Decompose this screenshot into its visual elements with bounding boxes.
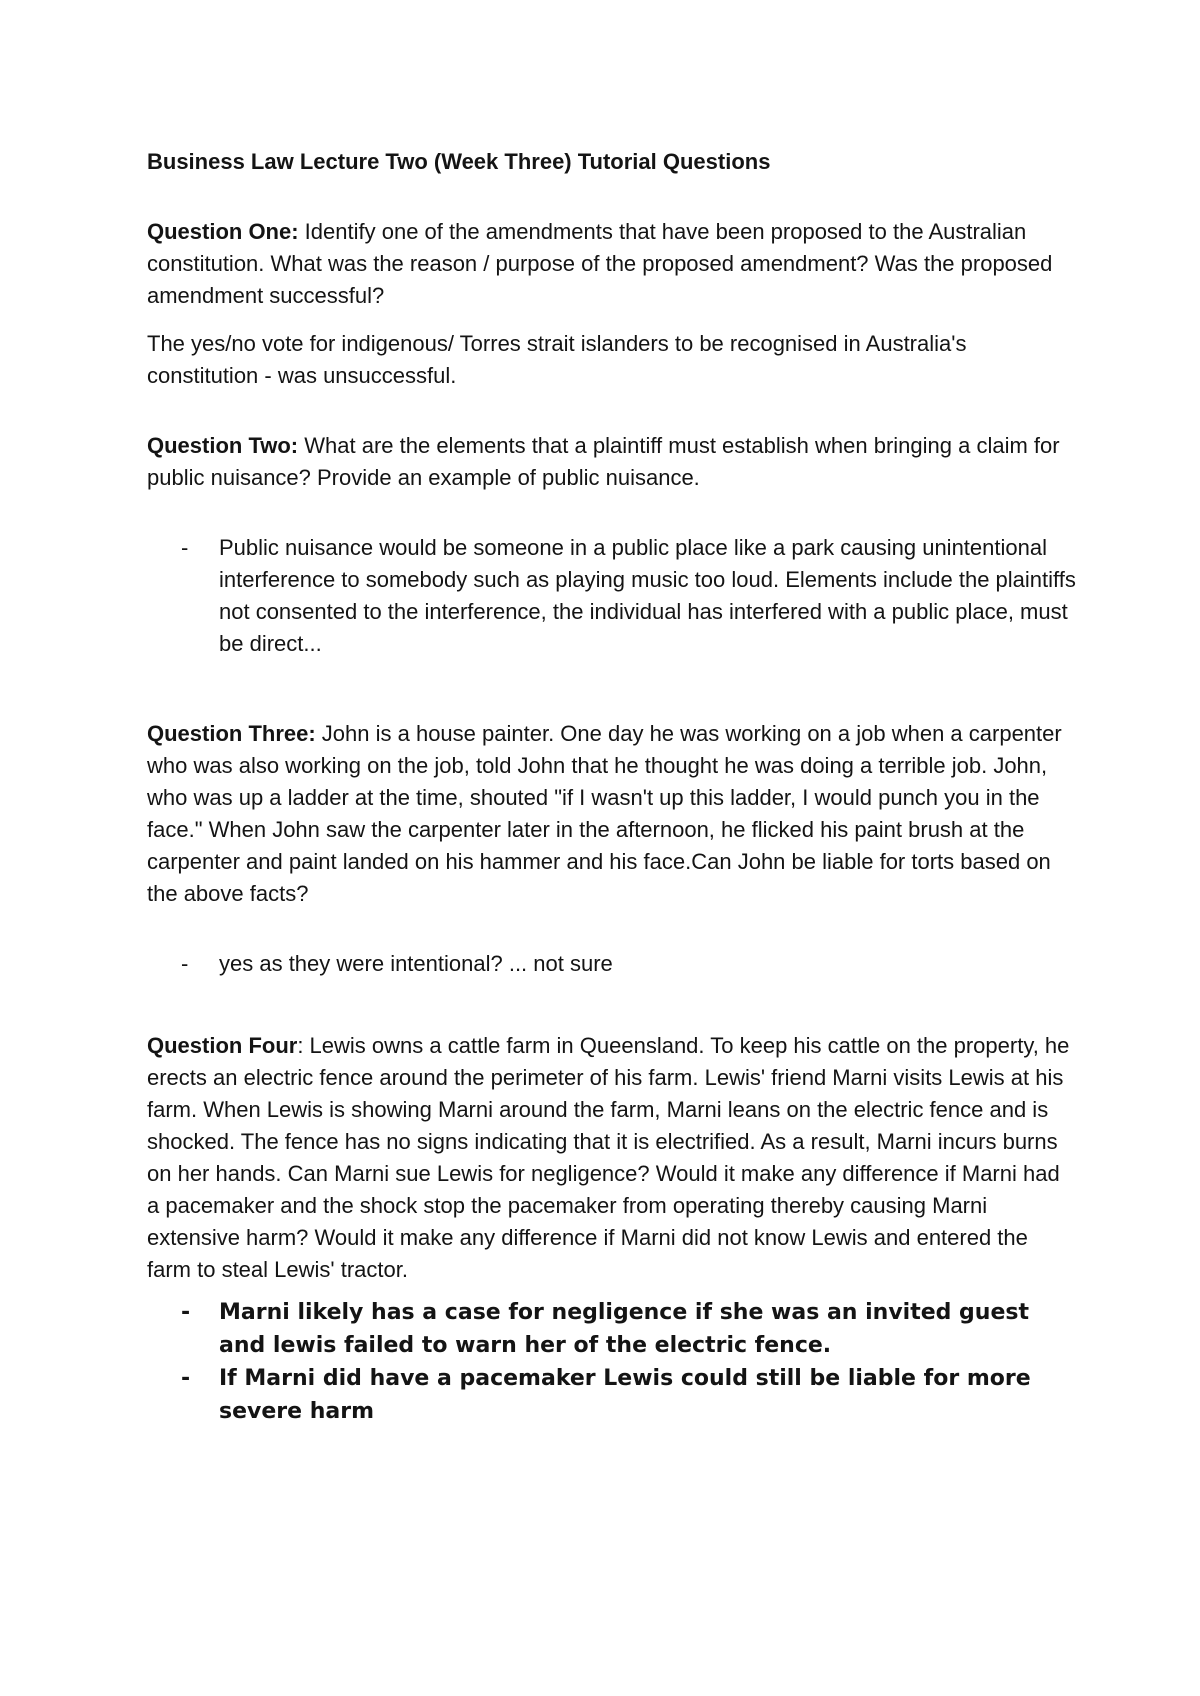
dash-bullet: - — [181, 535, 189, 560]
dash-bullet: - — [181, 951, 189, 976]
list-item-text: yes as they were intentional? ... not sure — [219, 951, 613, 976]
list-item — [147, 1362, 1077, 1428]
answer-one: The yes/no vote for indigenous/ Torres strait islanders to be recognised in Australia's constitution - was unsuccessful. — [147, 331, 967, 388]
question-four — [147, 1030, 1077, 1286]
dash-bullet: - — [181, 1366, 191, 1391]
question-three — [147, 718, 1077, 910]
question-label: Question One: — [147, 219, 299, 244]
list-item-text: Marni likely has a case for negligence if she was an invited guest and lewis failed to warn her of the electric fence. — [219, 1300, 1029, 1358]
question-text: : Lewis owns a cattle farm in Queensland. To keep his cattle on the property, he erects an electric fence around the perimeter of his farm. Lewis' friend Marni visits Lewis at his farm. When Lewis is showing Marni around the farm, Marni leans on the electric fence and is shocked. The fence has no signs indicating that it is electrified. As a result, Marni incurs burns on her hands. Can Marni sue Lewis for negligence? Would it make any difference if Marni had a pacemaker and the shock stop the pacemaker from operating thereby causing Marni extensive harm? Would it make any difference if Marni did not know Lewis and entered the farm to steal Lewis' tractor. — [147, 1033, 1070, 1282]
list-item-text: If Marni did have a pacemaker Lewis could still be liable for more severe harm — [219, 1366, 1031, 1424]
question-label: Question Three: — [147, 721, 316, 746]
question-text: Identify one of the amendments that have been proposed to the Australian constitution. What was the reason / purpose of the proposed amendment? Was the proposed amendment successful? — [147, 219, 1053, 308]
question-text: What are the elements that a plaintiff must establish when bringing a claim for public nuisance? Provide an example of public nuisance. — [147, 433, 1060, 490]
question-one — [147, 216, 1077, 312]
question-text: John is a house painter. One day he was working on a job when a carpenter who was also working on the job, told John that he thought he was doing a terrible job. John, who was up a ladder at the time, shouted "if I wasn't up this ladder, I would punch you in the face." When John saw the carpenter later in the afternoon, he flicked his paint brush at the carpenter and paint landed on his hammer and his face.Can John be liable for torts based on the above facts? — [147, 721, 1062, 906]
document-title: Business Law Lecture Two (Week Three) Tutorial Questions — [147, 149, 771, 174]
answer-list-four — [147, 1296, 1077, 1428]
list-item — [147, 1296, 1077, 1362]
list-item — [147, 948, 1077, 980]
list-item-text: Public nuisance would be someone in a public place like a park causing unintentional interference to somebody such as playing music too loud. Elements include the plaintiffs not consented to the interference, the individual has interfered with a public place, must be direct... — [219, 535, 1076, 656]
question-two — [147, 430, 1077, 494]
dash-bullet: - — [181, 1300, 191, 1325]
answer-list-three — [147, 948, 1077, 980]
document-page — [147, 146, 1077, 1428]
list-item — [147, 532, 1077, 660]
question-label: Question Four — [147, 1033, 298, 1058]
answer-list-two — [147, 532, 1077, 660]
question-label: Question Two: — [147, 433, 299, 458]
